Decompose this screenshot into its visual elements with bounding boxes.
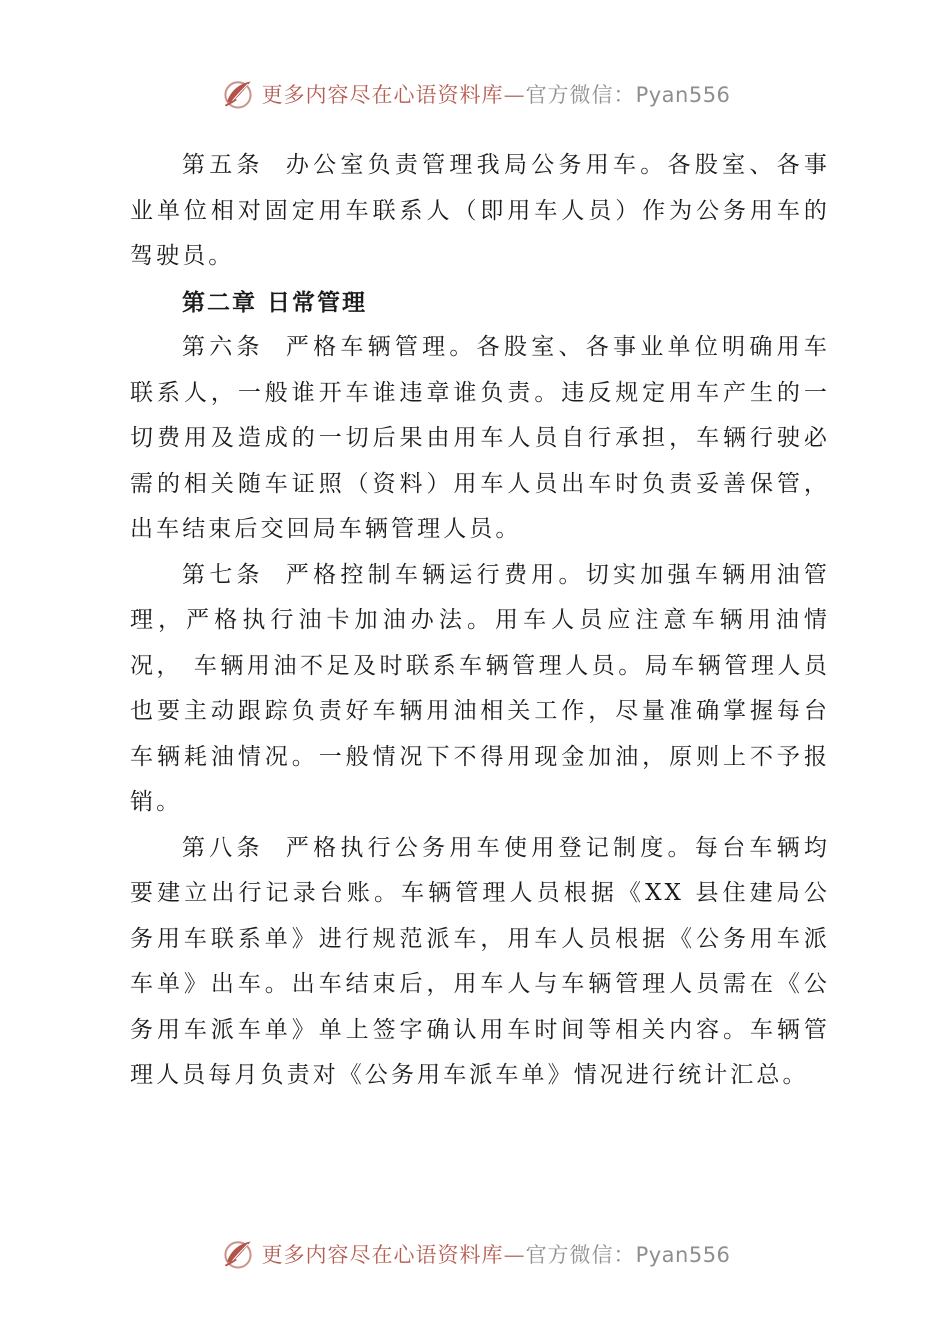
watermark-brand: 更多内容尽在心语资料库 bbox=[261, 83, 504, 107]
article-label: 第五条 bbox=[182, 152, 264, 178]
watermark-official: 官方微信： bbox=[525, 83, 636, 107]
chapter-heading: 第二章 日常管理 bbox=[182, 288, 368, 316]
article-text: 严格车辆管理。各股室、各事业单位明确用车联系人，一般谁开车谁违章谁负责。违反规定用车产生的一切费用及造成的一切后果由用车人员自行承担，车辆行驶必需的相关随车证照（资料）用车人员出车时负责妥善保管，出车结束后交回局车辆管理人员。 bbox=[130, 334, 830, 542]
article-6 bbox=[130, 325, 830, 553]
watermark-footer bbox=[0, 1232, 950, 1276]
watermark-dash: — bbox=[503, 83, 526, 107]
leaf-swirl-icon bbox=[220, 76, 256, 112]
article-text: 严格执行公务用车使用登记制度。每台车辆均要建立出行记录台账。车辆管理人员根据《XX 县住建局公务用车联系单》进行规范派车，用车人员根据《公务用车派车单》出车。出车结束后，用车人与车辆管理人员需在《公务用车派车单》单上签字确认用车时间等相关内容。车辆管理人员每月负责对《公务用车派车单》情况进行统计汇总。 bbox=[130, 834, 830, 1088]
article-label: 第七条 bbox=[182, 561, 264, 588]
article-5 bbox=[130, 143, 830, 280]
leaf-swirl-icon bbox=[220, 1236, 256, 1272]
document-body bbox=[130, 143, 830, 1099]
article-7 bbox=[130, 553, 830, 826]
watermark-header bbox=[0, 72, 950, 116]
article-8 bbox=[130, 826, 830, 1099]
watermark-text bbox=[262, 1239, 731, 1269]
watermark-brand: 更多内容尽在心语资料库 bbox=[261, 1243, 504, 1267]
watermark-id: Pyan556 bbox=[635, 83, 731, 107]
watermark-id: Pyan556 bbox=[635, 1243, 731, 1267]
watermark-text bbox=[262, 79, 731, 109]
article-text: 办公室负责管理我局公务用车。各股室、各事业单位相对固定用车联系人（即用车人员）作为公务用车的驾驶员。 bbox=[130, 152, 830, 269]
article-label: 第六条 bbox=[182, 334, 264, 360]
article-text: 严格控制车辆运行费用。切实加强车辆用油管理，严格执行油卡加油办法。用车人员应注意车辆用油情况， 车辆用油不足及时联系车辆管理人员。局车辆管理人员也要主动跟踪负责好车辆用油相关工作，尽量准确掌握每台车辆耗油情况。一般情况下不得用现金加油，原则上不予报销。 bbox=[130, 561, 830, 815]
watermark-official: 官方微信： bbox=[525, 1243, 636, 1267]
watermark-dash: — bbox=[503, 1243, 526, 1267]
article-label: 第八条 bbox=[182, 834, 264, 861]
